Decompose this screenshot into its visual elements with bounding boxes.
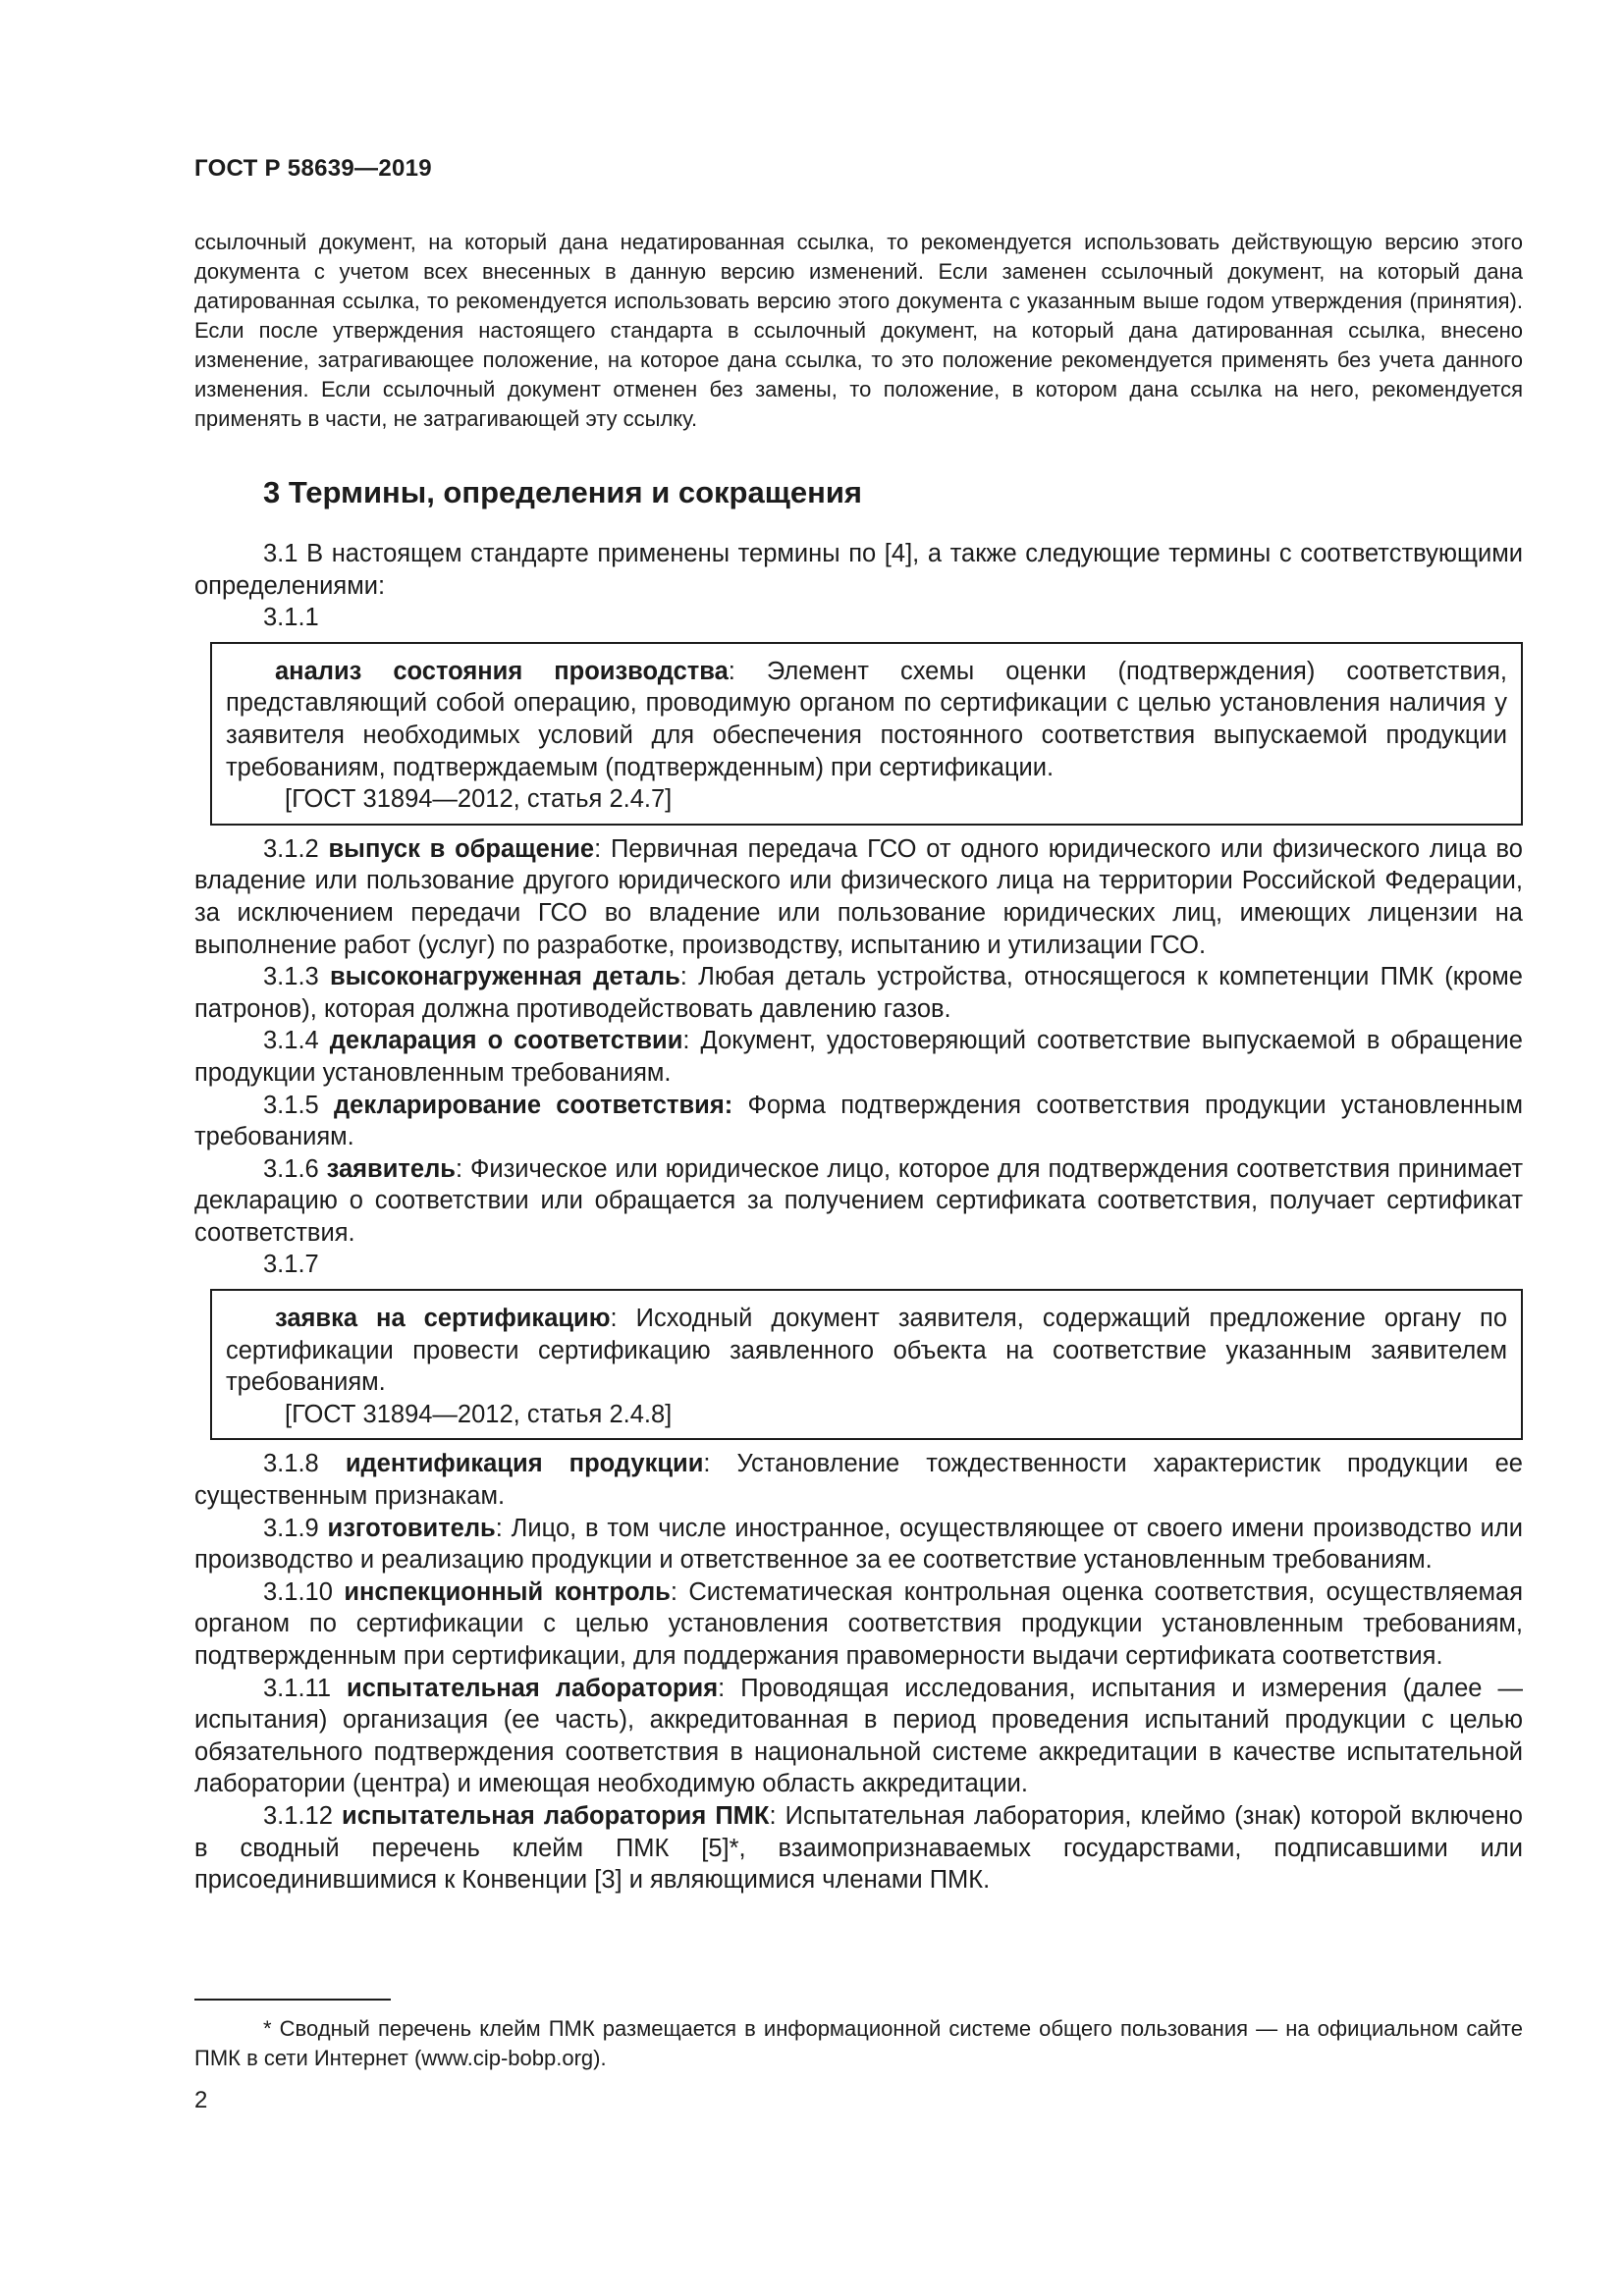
- term-entry: [226, 656, 1507, 783]
- term-number: 3.1.12: [263, 1801, 333, 1830]
- term-name: идентификация продукции: [345, 1450, 704, 1478]
- term-entry: [194, 1153, 1523, 1250]
- term-number: 3.1.2: [263, 834, 319, 863]
- section-heading: 3 Термины, определения и сокращения: [263, 475, 862, 509]
- footnote: [194, 2014, 1523, 2073]
- term-entry: [194, 1576, 1523, 1673]
- term-entry: [194, 1673, 1523, 1800]
- term-definition: : Любая деталь устройства, относящегося к компетенции ПМК (кроме патронов), которая должна противодействовать давлению газов.: [194, 963, 1523, 1023]
- term-definition: : Испытательная лаборатория, клеймо (знак) которой включено в сводный перечень клейм ПМК [5]*, взаимопризнаваемых государствами, подписавшими или присоединившимися к Конвенции [3] и являющимися членами ПМК.: [194, 1801, 1523, 1895]
- document-header: ГОСТ Р 58639—2019: [194, 155, 432, 182]
- term-number: 3.1.1: [263, 604, 319, 632]
- term-entry: [226, 1303, 1507, 1399]
- term-entry: [194, 833, 1523, 961]
- term-definition: : Систематическая контрольная оценка соответствия, осуществляемая органом по сертификации с целью установления соответствия продукции установленным требованиям, подтвержденным при сертификации, для поддержания правомерности выдачи сертификата соответствия.: [194, 1577, 1524, 1670]
- term-box-3-1-1: [210, 642, 1523, 826]
- term-number: 3.1.5: [263, 1091, 319, 1119]
- intro-paragraph: [194, 228, 1523, 434]
- term-definition: : Элемент схемы оценки (подтверждения) соответствия, представляющий собой операцию, проводимую органом по сертификации с целью установления наличия у заявителя необходимых условий для обеспечения постоянного соответствия выпускаемой продукции требованиям, подтверждаемым (подтвержденным) при сертификации.: [226, 657, 1507, 781]
- term-box-3-1-7: [210, 1289, 1523, 1440]
- footnote-text: * Сводный перечень клейм ПМК размещается в информационной системе общего пользования — на официальном сайте ПМК в сети Интернет (www.cip-bobp.org).: [194, 2016, 1523, 2070]
- term-name: изготовитель: [327, 1514, 496, 1542]
- term-source: [ГОСТ 31894—2012, статья 2.4.8]: [285, 1400, 673, 1428]
- term-definition: : Исходный документ заявителя, содержащий предложение органу по сертификации провести сертификацию заявленного объекта на соответствие указанным заявителем требованиям.: [226, 1305, 1507, 1397]
- term-number: 3.1.3: [263, 963, 319, 991]
- term-definition: : Документ, удостоверяющий соответствие выпускаемой в обращение продукции установленным требованиям.: [194, 1027, 1523, 1087]
- term-number: 3.1.8: [263, 1450, 319, 1478]
- term-name: высоконагруженная деталь: [329, 963, 680, 991]
- page-number: 2: [194, 2087, 208, 2113]
- footnote-divider: [194, 1999, 391, 2001]
- term-number: 3.1.9: [263, 1514, 319, 1542]
- term-source: [ГОСТ 31894—2012, статья 2.4.7]: [285, 785, 673, 814]
- term-entry: [194, 961, 1523, 1025]
- term-name: анализ состояния производства: [275, 657, 729, 685]
- term-definition: : Первичная передача ГСО от одного юридического или физического лица во владение или пользование другого юридического или физического лица на территории Российской Федерации, за исключением передачи ГСО во владение или пользование юридических лиц, имеющих лицензии на выполнение работ (услуг) по разработке, производству, испытанию и утилизации ГСО.: [194, 834, 1523, 959]
- term-entry: [194, 1025, 1523, 1089]
- term-name: декларирование соответствия:: [334, 1091, 733, 1119]
- term-entry: [194, 1513, 1523, 1576]
- term-number: 3.1.4: [263, 1027, 319, 1055]
- term-name: заявка на сертификацию: [275, 1305, 611, 1333]
- term-name: инспекционный контроль: [344, 1577, 671, 1606]
- term-entry: [194, 1448, 1523, 1512]
- intro-text: ссылочный документ, на который дана недатированная ссылка, то рекомендуется использовать действующую версию этого документа с учетом всех внесенных в данную версию изменений. Если заменен ссылочный документ, на который дана датированная ссылка, то рекомендуется использовать версию этого документа с указанным выше годом утверждения (принятия). Если после утверждения настоящего стандарта в ссылочный документ, на который дана датированная ссылка, внесено изменение, затрагивающее положение, на которое дана ссылка, то это положение рекомендуется применять без учета данного изменения. Если ссылочный документ отменен без замены, то положение, в котором дана ссылка на него, рекомендуется применять в части, не затрагивающей эту ссылку.: [194, 230, 1523, 431]
- term-name: заявитель: [326, 1154, 456, 1183]
- clause-3-1: 3.1 В настоящем стандарте применены термины по [4], а также следующие термины с соответствующими определениями:: [194, 540, 1523, 600]
- term-name: испытательная лаборатория: [347, 1674, 719, 1702]
- terms-body: [194, 538, 1523, 1896]
- term-name: выпуск в обращение: [328, 834, 595, 863]
- term-name: декларация о соответствии: [329, 1027, 683, 1055]
- term-name: испытательная лаборатория ПМК: [342, 1801, 770, 1830]
- term-number: 3.1.11: [263, 1674, 332, 1702]
- term-definition: : Физическое или юридическое лицо, которое для подтверждения соответствия принимает декларацию о соответствии или обращается за получением сертификата соответствия, получает сертификат соответствия.: [194, 1154, 1524, 1247]
- term-number: 3.1.7: [263, 1251, 319, 1279]
- term-number: 3.1.6: [263, 1154, 319, 1183]
- term-definition: : Проводящая исследования, испытания и измерения (далее — испытания) организация (ее часть), аккредитованная в период проведения испытаний продукции с целью обязательного подтверждения соответствия в национальной системе аккредитации в качестве испытательной лаборатории (центра) и имеющая необходимую область аккредитации.: [194, 1674, 1523, 1798]
- term-definition: : Установление тождественности характеристик продукции ее существенным признакам.: [194, 1450, 1523, 1511]
- term-definition: : Лицо, в том числе иностранное, осуществляющее от своего имени производство или производство и реализацию продукции и ответственное за ее соответствие установленным требованиям.: [194, 1514, 1523, 1575]
- term-definition: Форма подтверждения соответствия продукции установленным требованиям.: [194, 1091, 1523, 1151]
- term-number: 3.1.10: [263, 1577, 333, 1606]
- term-entry: [194, 1800, 1523, 1896]
- term-entry: [194, 1090, 1523, 1153]
